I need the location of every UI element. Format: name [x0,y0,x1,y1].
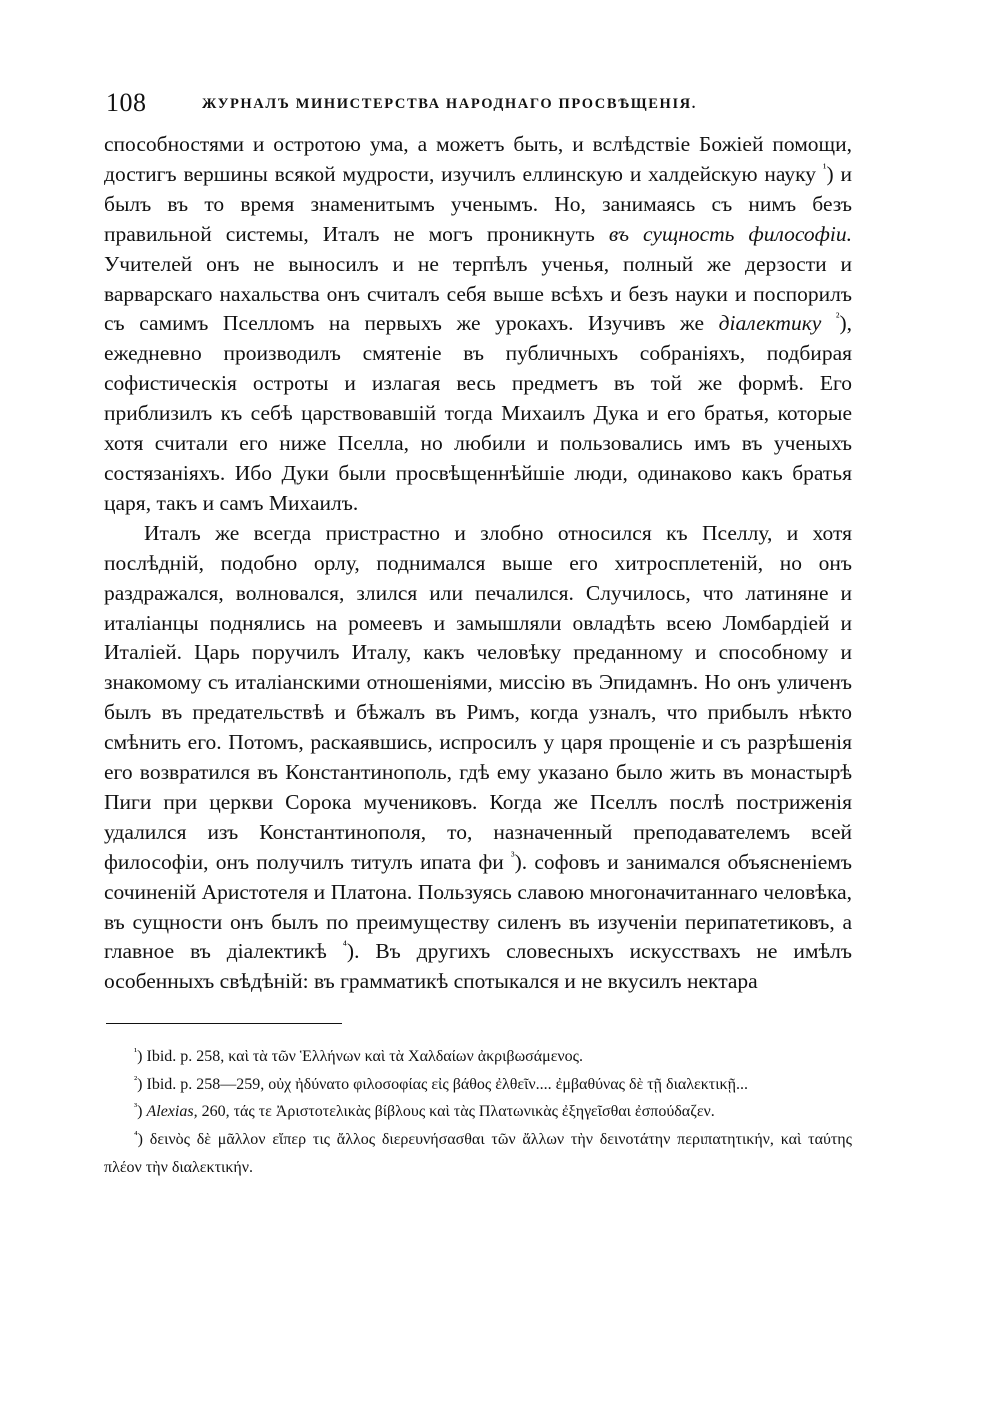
footnote-divider [106,1023,342,1024]
footnote-2 [104,1071,852,1099]
paragraph-1-text: ) и былъ въ то время знаменитымъ ученымъ. Но, занимаясь съ нимъ безъ правильной системы, Италъ не могъ проникнуть [104,161,852,246]
footnote-4 [104,1126,852,1181]
main-text [104,130,852,997]
footnote-mark: ² [134,1074,138,1086]
book-page [104,88,852,1181]
paragraph-1-text: ), ежедневно производилъ смятеніе въ публичныхъ собраніяхъ, подбирая софистическія остроты и излагая весь предметъ въ той же формѣ. Его приблизилъ къ себѣ царствовавшій тогда Михаилъ Дука и его братья, которые хотя считали его ниже Пселла, но любили и пользовались имъ въ ученыхъ состязаніяхъ. Ибо Дуки были просвѣщеннѣйшіе люди, одинаково какъ братья царя, такъ и самъ Михаилъ. [104,311,852,515]
footnote-text: ) [137,1103,147,1121]
paragraph-1-text: Учителей онъ не выносилъ и не терпѣлъ ученья, полный же дерзости и варварскаго нахальства онъ считалъ себя выше всѣхъ и безъ науки и поспорилъ съ самимъ Пселломъ на первыхъ же урокахъ. Изучивъ же [104,251,852,336]
footnote-ref-4: ⁴ [342,938,347,953]
emphasis-text: діалектику [718,311,822,336]
journal-title: ЖУРНАЛЪ МИНИСТЕРСТВА НАРОДНАГО ПРОСВѢЩЕНІЯ. [202,96,697,112]
paragraph-1-text: способностями и остротою ума, а можетъ быть, и вслѣдствіе Божіей помощи, достигъ вершины всякой мудрости, изучилъ еллинскую и халдейскую науку [104,132,852,186]
footnote-text: ) Ibid. p. 258, καὶ τὰ τῶν Ἑλλήνων καὶ τὰ Χαλδαίων ἀκριβωσάμενος. [137,1048,583,1066]
footnote-1 [104,1043,852,1071]
footnote-mark: ³ [134,1102,138,1114]
paragraph-2-text: ). софовъ и занимался объясненіемъ сочиненій Аристотеля и Платона. Пользуясь славою многоначитаннаго человѣка, въ сущности онъ былъ по преимуществу силенъ въ изученіи перипатетиковъ, а главное въ діалектикѣ [104,849,852,964]
paragraph-1 [104,130,852,519]
footnote-text: ) δεινὸς δὲ μᾶλλον εἴπερ τις ἄλλος διερευνήσασθαι τῶν ἄλλων τὴν δεινοτάτην περιπατητικήν, καὶ ταύτης πλέον τὴν διαλεκτικήν. [104,1131,852,1176]
footnote-emphasis: Alexias, [146,1103,198,1121]
footnote-mark: ⁴ [134,1130,138,1142]
paragraph-2 [104,519,852,998]
paragraph-2-text: ). Въ другихъ словесныхъ искусствахъ не имѣлъ особенныхъ свѣдѣній: въ грамматикѣ спотыкался и не вкусилъ нектара [104,939,852,994]
running-head [104,88,852,128]
footnote-ref-1: ¹ [822,160,827,175]
page-number: 108 [106,88,147,117]
emphasis-text: въ сущность философіи. [608,221,853,246]
footnote-text: 260, τάς τε Ἀριστοτελικὰς βίβλους καὶ τὰς Πλατωνικὰς ἐξηγεῖσθαι ἐσπούδαζεν. [197,1103,715,1121]
paragraph-2-text: Италъ же всегда пристрастно и злобно относился къ Пселлу, и хотя послѣдній, подобно орлу, поднимался выше его хитросплетеній, но онъ раздражался, волновался, злился или печалился. Случилось, что латиняне и италіанцы поднялись на ромеевъ и замышляли овладѣть всею Ломбардіей и Италіей. Царь поручилъ Италу, какъ человѣку преданному и способному и знакомому съ италіанскими отношеніями, миссію въ Эпидамнъ. Но онъ уличенъ былъ въ предательствѣ и бѣжалъ въ Римъ, когда узналъ, что прибылъ нѣкто смѣнить его. Потомъ, раскаявшись, испросилъ у царя прощеніе и съ разрѣшенія его возвратился въ Константинополь, гдѣ ему указано было жить въ монастырѣ Пиги при церкви Сорока мучениковъ. Когда же Пселлъ послѣ постриженія удалился изъ Константинополя, то, назначенный преподавателемъ всей философіи, онъ получилъ титулъ ипата фи [104,520,852,874]
footnote-ref-3: ³ [510,848,515,863]
footnote-text: ) Ibid. p. 258—259, οὐχ ἠδύνατο φιλοσοφίας εἰς βάθος ἐλθεῖν.... ἐμβαθύνας δὲ τῇ διαλεκτικῇ... [137,1075,748,1093]
footnotes [104,1043,852,1181]
footnote-mark: ¹ [134,1047,138,1059]
footnote-3 [104,1098,852,1126]
footnote-ref-2: ² [835,310,840,325]
